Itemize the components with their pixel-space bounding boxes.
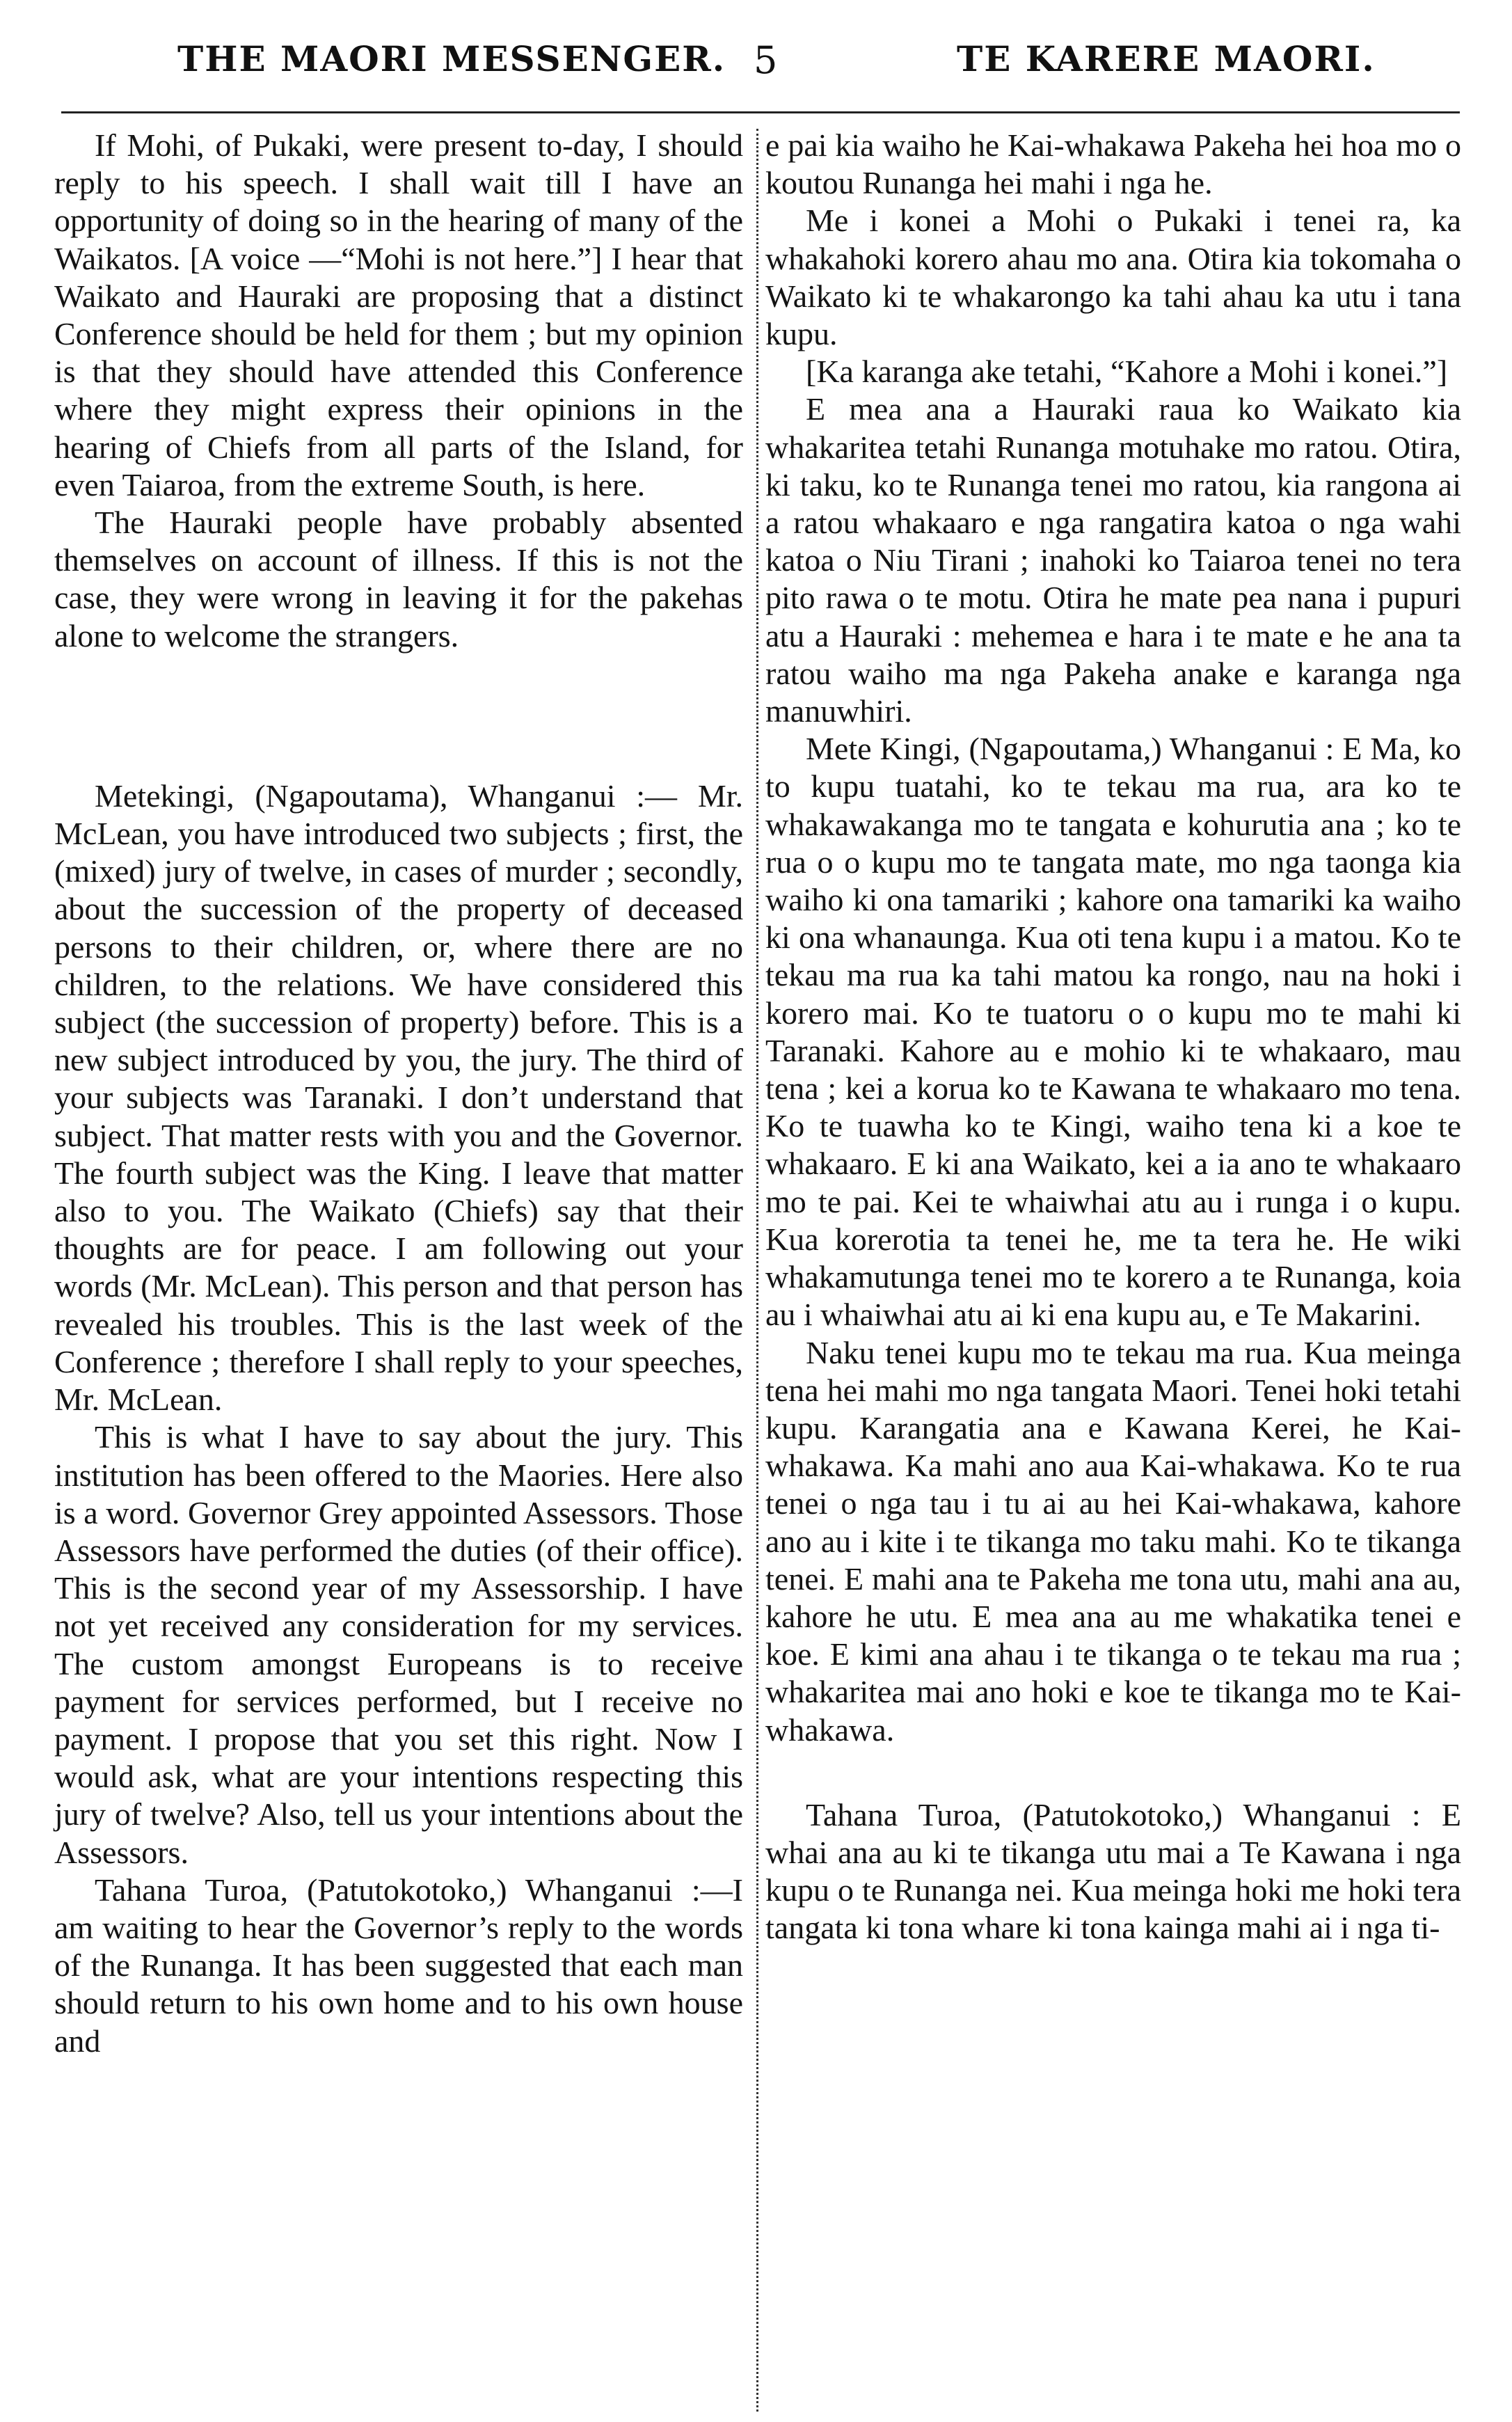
paragraph-mohi-reply: If Mohi, of Pukaki, were present to-day, I should reply to his speech. I shall wait till I have an opportunity of doing so in the hearing of many of the Waikatos. [A voice —“Mohi is not here.”] I hear that Waikato and Hauraki are proposing that a distinct Conference should be held for them ; but my opinion is that they should have attended this Conference where they might express their opinions in the hearing of Chiefs from all parts of the Island, for even Taiaroa, from the extreme South, is here.: [54, 127, 743, 502]
paragraph-tekau-ma-rua: Naku tenei kupu mo te tekau ma rua. Kua meinga tena hei mahi mo nga tangata Maori. Tenei hoki tetahi kupu. Karangatia ana e Kawana Kerei, he Kai-whakawa. Ka mahi ano aua Kai-whakawa. Ko te rua tenei o nga tau i tu ai au hei Kai-whakawa, kahore ano au i kite i te tikanga mo taku mahi. Ko te tikanga tenei. E mahi ana te Pakeha me tona utu, mahi ana au, kahore he utu. E mea ana au me whakatika tenei e koe. E kimi ana ahau i te tikanga o te tekau ma rua ; whakaritea mai ano hoki e koe te tikanga mo te Kai-whakawa.: [765, 1334, 1461, 1748]
paragraph-metekingi-speech: Metekingi, (Ngapoutama), Whanganui :— Mr. McLean, you have introduced two subjects ; first, the (mixed) jury of twelve, in cases of murder ; secondly, about the succession of the property of deceased persons to their children, or, where there are no children, to the relations. We have considered this subject (the succession of property) before. This is a new subject introduced by you, the jury. The third of your subjects was Taranaki. I don’t understand that subject. That matter rests with you and the Governor. The fourth subject was the King. I leave that matter also to you. The Waikato (Chiefs) say that their thoughts are for peace. I am following out your words (Mr. McLean). This person and that person has revealed his troubles. This is the last week of the Conference ; therefore I shall reply to your speeches, Mr. McLean.: [54, 777, 743, 1418]
maori-column: [765, 127, 1461, 1947]
paragraph-mohi-reply-maori: Me i konei a Mohi o Pukaki i tenei ra, ka whakahoki korero ahau mo ana. Otira kia tokomaha o Waikato ki te whakarongo ka tahi ahau ka utu i tana kupu.: [765, 203, 1461, 352]
english-masthead-title: THE MAORI MESSENGER.: [177, 38, 726, 79]
page-header: [0, 0, 1512, 104]
paragraph-voice-interjection: [Ka karanga ake tetahi, “Kahore a Mohi i konei.”]: [806, 354, 1448, 390]
maori-masthead-title: TE KARERE MAORI.: [957, 38, 1376, 79]
paragraph-jury-assessors: This is what I have to say about the jury. This institution has been offered to the Maories. Here also is a word. Governor Grey appointed Assessors. Those Assessors have performed the duties (of their office). This is the second year of my Assessorship. I have not yet received any consideration for my services. The custom amongst Europeans is to receive payment for services performed, but I receive no payment. I propose that you set this right. Now I would ask, what are your intentions respecting this jury of twelve? Also, tell us your intentions about the Assessors.: [54, 1419, 743, 1870]
column-divider: [756, 129, 758, 2412]
paragraph-tahana-turoa: Tahana Turoa, (Patutokotoko,) Whanganui :—I am waiting to hear the Governor’s reply to the words of the Runanga. It has been suggested that each man should return to his own home and to his own house and: [54, 1871, 743, 2059]
english-column: [54, 127, 743, 2060]
page-number: 5: [754, 38, 779, 82]
paragraph-hauraki-maori: E mea ana a Hauraki raua ko Waikato kia whakaritea tetahi Runanga motuhake mo ratou. Otira, ki taku, ko te Runanga tenei mo ratou, kia rangona ai a ratou whakaaro e nga rangatira katoa o nga wahi katoa o Niu Tirani ; inahoki ko Taiaroa tenei no tera pito rawa o te motu. Otira he mate pea nana i pupuri atu a Hauraki : mehemea e hara i te mate e he ana ta ratou waiho ma nga Pakeha anake e karanga nga manuwhiri.: [765, 391, 1461, 729]
paragraph-tahana-turoa-maori: Tahana Turoa, (Patutokotoko,) Whanganui : E whai ana au ki te tikanga utu mai a Te Kawana i nga kupu o te Runanga nei. Kua meinga hoki me hoki tera tangata ki tona whare ki tona kainga mahi ai i nga ti-: [765, 1796, 1461, 1946]
paragraph-hauraki-absence: The Hauraki people have probably absented themselves on account of illness. If this is not the case, they were wrong in leaving it for the pakehas alone to welcome the strangers.: [54, 505, 743, 654]
paragraph-mete-kingi-maori: Mete Kingi, (Ngapoutama,) Whanganui : E Ma, ko to kupu tuatahi, ko te tekau ma rua, ara ko te whakawakanga mo te tangata e kohurutia ana ; ko te rua o o kupu mo te tangata mate, mo nga taonga kia waiho ki ona tamariki ; kahore ona tamariki ka waiho ki ona whanaunga. Kua oti tena kupu i a matou. Ko te tekau ma rua ka tahi matou ka rongo, nau na hoki i korero mai. Ko te tuatoru o o kupu mo te mahi ki Taranaki. Kahore au e mohio ki te whakaaro, mau tena ; kei a korua ko te Kawana te whakaaro mo tena. Ko te tuawha ko te Kingi, waiho tena ki a koe te whakaaro. E ki ana Waikato, kei a ia ano te whakaaro mo te pai. Kei te whaiwhai atu au i runga i o kupu. Kua korerotia ta tenei he, me ta tera he. He wiki whakamutunga tenei mo te korero a te Runanga, koia au i whaiwhai atu ai ki ena kupu au, e Te Makarini.: [765, 731, 1461, 1333]
header-rule: [61, 111, 1460, 113]
paragraph-continuation: e pai kia waiho he Kai-whakawa Pakeha hei hoa mo o koutou Runanga hei mahi i nga he.: [765, 127, 1461, 201]
